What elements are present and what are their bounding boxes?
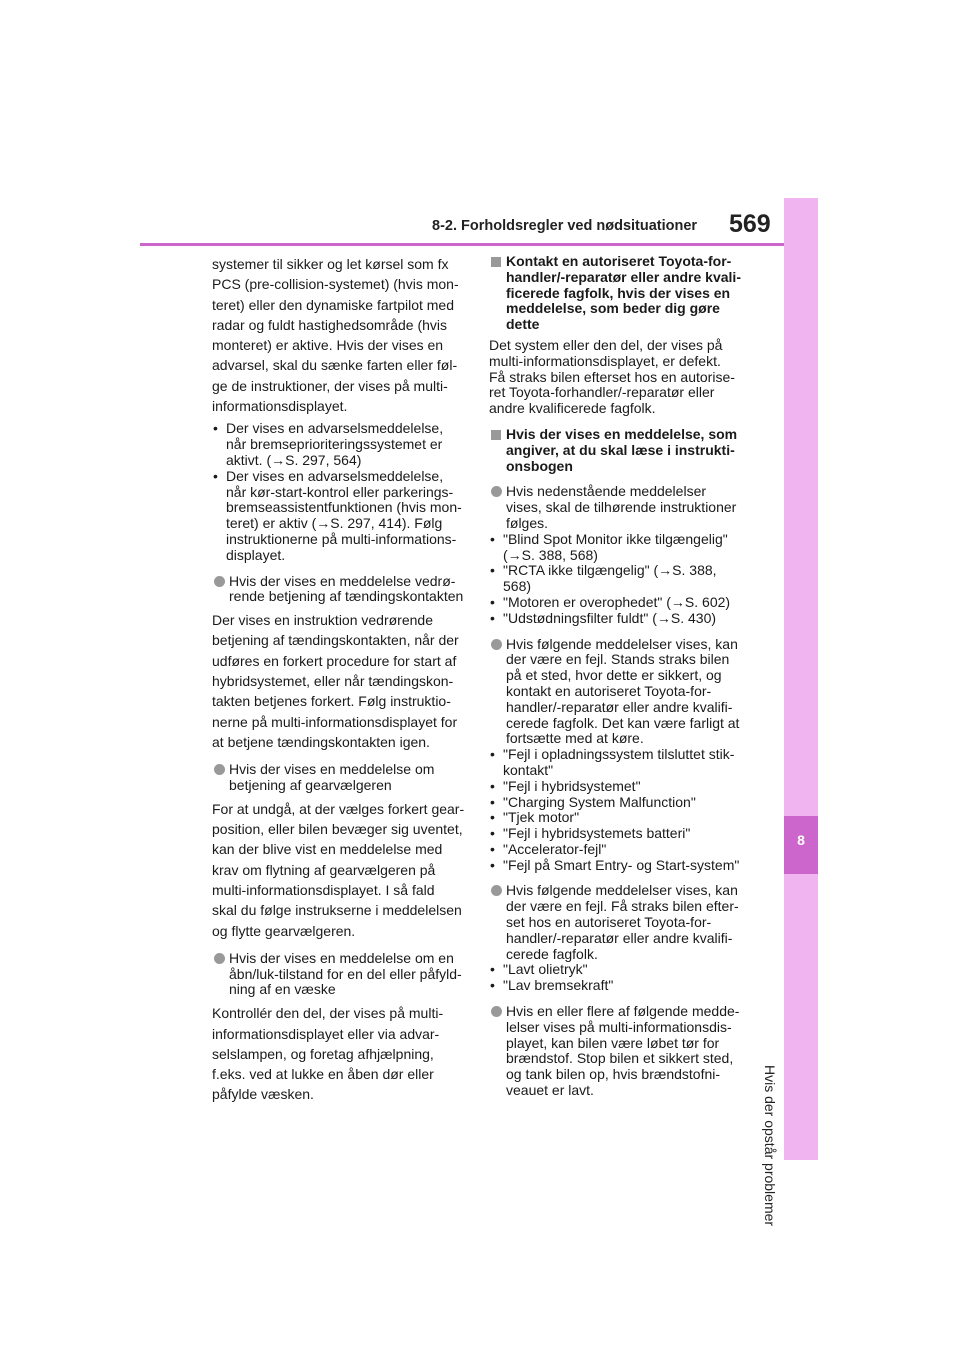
circle-heading-gear	[212, 762, 474, 794]
text-line: åbn/luk-tilstand for en del eller påfyld-	[229, 965, 462, 982]
text-line: onsbogen	[506, 457, 573, 474]
text-line: på et sted, hvor dette er sikkert, og	[506, 667, 722, 684]
header-rule	[140, 243, 784, 246]
bullet-item	[489, 962, 751, 978]
text-line: radar og fuldt hastighedsområde (hvis	[212, 316, 448, 333]
text-line: når kør-start-kontrol eller parkerings-	[226, 483, 454, 500]
text-line: displayet.	[226, 546, 286, 563]
text-line: meddelelse, som beder dig gøre	[506, 300, 720, 317]
text-line: • "Charging System Malfunction"	[503, 793, 696, 810]
text-line: cerede fagfolk.	[506, 945, 598, 962]
circle-heading-stop-car	[489, 637, 751, 748]
circle-heading-fuel	[489, 1004, 751, 1099]
text-line: • "Accelerator-fejl"	[503, 840, 607, 857]
text-line: udføres en forkert procedure for start af	[212, 652, 457, 669]
text-line: monteret) er aktive. Hvis der vises en	[212, 337, 444, 354]
text-line: Hvis der vises en meddelelse om en	[229, 949, 454, 966]
intro-paragraph	[212, 254, 474, 416]
text-line: ficerede fagfolk, hvis der vises en	[506, 284, 731, 301]
text-line: kontakt en autoriseret Toyota-for-	[506, 682, 712, 699]
page-number: 569	[729, 210, 771, 238]
chapter-side-tab	[784, 198, 818, 1160]
text-line: veauet er lavt.	[506, 1082, 594, 1099]
text-line: andre kvalificerede fagfolk.	[489, 400, 656, 417]
text-line: systemer til sikker og let kørsel som fx	[212, 256, 449, 272]
text-line: informationsdisplayet eller via advar-	[212, 1025, 440, 1042]
text-line: • "Fejl i opladningssystem tilsluttet stik-	[503, 746, 735, 763]
bullet-item	[489, 810, 751, 826]
square-heading-manual	[489, 427, 751, 474]
text-line: handler/-reparatør eller andre kvali-	[506, 268, 741, 285]
text-line: angiver, at du skal læse i instrukti-	[506, 441, 735, 458]
text-line: Kontakt en autoriseret Toyota-for-	[506, 253, 732, 269]
text-line: For at undgå, at der vælges forkert gear-	[212, 800, 465, 817]
text-line: rende betjening af tændingskontakten	[229, 588, 464, 605]
ignition-paragraph	[212, 610, 474, 752]
contact-dealer-paragraph	[489, 338, 751, 417]
bullet-item	[212, 469, 474, 564]
bullet-item	[489, 779, 751, 795]
bullet-item	[489, 611, 751, 627]
chapter-number: 8	[797, 832, 805, 848]
text-line: ge de instruktioner, der vises på multi-	[212, 377, 448, 394]
text-line: multi-informationsdisplayet. I så fald	[212, 882, 435, 898]
text-line: teret) eller den dynamiske fartpilot med	[212, 296, 454, 313]
bullet-item	[489, 858, 751, 874]
text-line: kontakt"	[503, 761, 554, 778]
section-title: 8-2. Forholdsregler ved nødsituationer	[432, 218, 698, 234]
text-line: skal du følge instrukserne i meddelelsen	[212, 902, 462, 919]
text-line: handler/-reparatør eller andre kvalifi-	[506, 929, 733, 946]
text-line: handler/-reparatør eller andre kvalifi-	[506, 698, 733, 715]
text-line: brændstof. Stop bilen et sikkert sted,	[506, 1050, 734, 1067]
bullet-item	[489, 978, 751, 994]
open-close-paragraph	[212, 1003, 474, 1104]
text-line: og tank bilen op, hvis brændstofni-	[506, 1066, 721, 1083]
text-line: selslampen, og foretag afhjælpning,	[212, 1045, 434, 1062]
text-line: Hvis følgende meddelelser vises, kan	[506, 635, 738, 652]
text-line: Hvis en eller flere af følgende medde-	[506, 1003, 740, 1020]
text-line: der være en fejl. Få straks bilen efter-	[506, 898, 739, 915]
text-line: • "Lav bremsekraft"	[503, 977, 614, 994]
text-line: dette	[506, 316, 540, 333]
text-line: (→S. 388, 568)	[503, 546, 598, 563]
gear-paragraph	[212, 799, 474, 941]
text-line: multi-informationsdisplayet, er defekt.	[489, 352, 721, 369]
text-line: Hvis der vises en meddelelse, som	[506, 425, 738, 442]
text-line: • "Udstødningsfilter fuldt" (→S. 430)	[503, 609, 717, 626]
text-line: • "Tjek motor"	[503, 809, 580, 826]
text-line: aktivt. (→S. 297, 564)	[226, 451, 362, 468]
text-line: Hvis der vises en meddelelse vedrø-	[229, 572, 456, 589]
text-line: Kontrollér den del, der vises på multi-	[212, 1005, 444, 1022]
text-line: ning af en væske	[229, 981, 336, 998]
text-line: krav om flytning af gearvælgeren på	[212, 861, 436, 878]
text-line: teret) er aktiv (→S. 297, 414). Følg	[226, 515, 443, 532]
text-line: takten betjenes forkert. Følg instruktio-	[212, 693, 451, 710]
bullet-item	[489, 563, 751, 595]
text-line: Hvis nedenstående meddelelser	[506, 483, 707, 500]
text-line: ret Toyota-forhandler/-reparatør eller	[489, 384, 715, 401]
bullet-item	[489, 826, 751, 842]
text-line: betjening af tændingskontakten, når der	[212, 632, 459, 649]
text-line: • "Fejl i hybridsystemet"	[503, 777, 641, 794]
text-line: kan der blive vist en meddelelse med	[212, 841, 443, 858]
text-line: cerede fagfolk. Det kan være farligt at	[506, 714, 740, 731]
text-line: instruktionerne på multi-informations-	[226, 530, 457, 547]
text-line: 568)	[503, 578, 532, 595]
text-line: playet, kan bilen være løbet tør for	[506, 1034, 720, 1051]
text-line: • "Motoren er overophedet" (→S. 602)	[503, 593, 731, 610]
text-line: at betjene tændingskontakten igen.	[212, 733, 430, 750]
circle-heading-open-close	[212, 951, 474, 998]
text-line: Det system eller den del, der vises på	[489, 336, 723, 353]
right-column	[489, 254, 751, 1099]
left-column	[212, 254, 474, 1105]
bullet-item	[489, 842, 751, 858]
text-line: betjening af gearvælgeren	[229, 777, 392, 794]
text-line: f.eks. ved at lukke en åben dør eller	[212, 1066, 434, 1083]
text-line: advarsel, skal du sænke farten eller føl-	[212, 357, 458, 374]
text-line: • "RCTA ikke tilgængelig" (→S. 388,	[503, 562, 717, 579]
text-line: Hvis følgende meddelelser vises, kan	[506, 882, 738, 899]
text-line: vises, skal de tilhørende instruktioner	[506, 499, 737, 516]
text-line: og flytte gearvælgeren.	[212, 922, 356, 939]
text-line: position, eller bilen bevæger sig uventet,	[212, 821, 463, 838]
text-line: informationsdisplayet.	[212, 398, 348, 415]
bullet-item	[489, 532, 751, 564]
text-line: nerne på multi-informationsdisplayet for	[212, 713, 458, 730]
text-line: bremseassistentfunktionen (hvis mon-	[226, 499, 462, 516]
circle-heading-service-soon	[489, 883, 751, 962]
text-line: • "Blind Spot Monitor ikke tilgængelig"	[503, 530, 728, 547]
text-line: der være en fejl. Stands straks bilen	[506, 651, 730, 668]
text-line: når bremseprioriteringssystemet er	[226, 436, 443, 453]
bullet-item	[212, 421, 474, 468]
text-line: fortsætte med at køre.	[506, 730, 644, 747]
text-line: hybridsystemet, eller når tændingskon-	[212, 673, 454, 690]
circle-heading-follow-instructions	[489, 484, 751, 531]
text-line: • Der vises en advarselsmeddelelse,	[226, 420, 444, 437]
bullet-item	[489, 747, 751, 779]
text-line: PCS (pre-collision-systemet) (hvis mon-	[212, 276, 459, 293]
text-line: • "Lavt olietryk"	[503, 961, 588, 978]
circle-heading-ignition	[212, 574, 474, 606]
text-line: Få straks bilen efterset hos en autorise-	[489, 368, 735, 385]
text-line: Der vises en instruktion vedrørende	[212, 612, 433, 629]
text-line: • "Fejl i hybridsystemets batteri"	[503, 825, 691, 842]
text-line: • Der vises en advarselsmeddelelse,	[226, 467, 444, 484]
square-heading-contact-dealer	[489, 254, 751, 333]
text-line: lelser vises på multi-informationsdis-	[506, 1018, 732, 1035]
text-line: Hvis der vises en meddelelse om	[229, 761, 435, 778]
text-line: påfylde væsken.	[212, 1086, 314, 1103]
bullet-item	[489, 795, 751, 811]
bullet-item	[489, 595, 751, 611]
text-line: • "Fejl på Smart Entry- og Start-system"	[503, 856, 740, 873]
text-line: følges.	[506, 514, 549, 531]
chapter-title: Hvis der opstår problemer	[762, 1065, 778, 1227]
text-line: set hos en autoriseret Toyota-for-	[506, 914, 712, 931]
